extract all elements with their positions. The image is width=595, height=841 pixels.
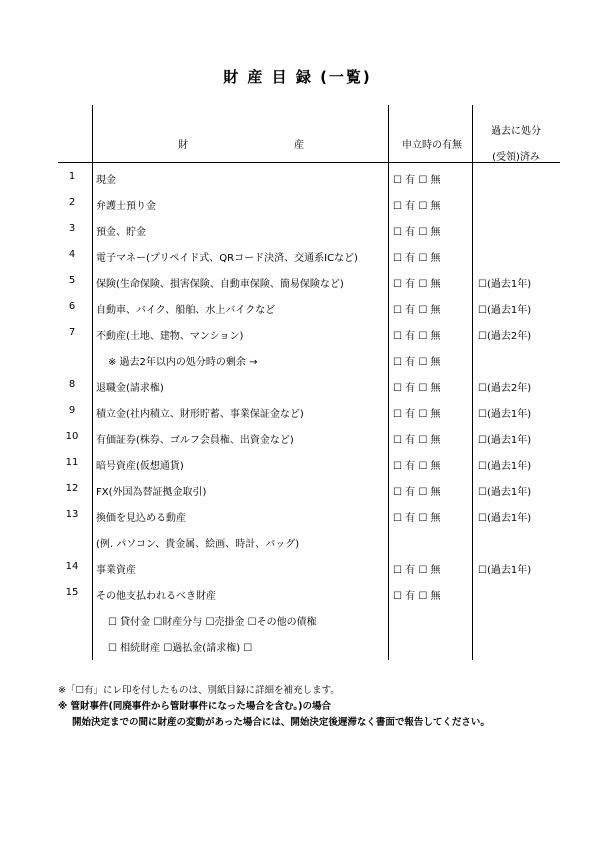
- presence-checkboxes[interactable]: ☐ 有 ☐ 無: [393, 461, 441, 472]
- disposed-checkbox[interactable]: ☐(過去1年): [478, 279, 532, 290]
- row-number: 5: [68, 275, 76, 286]
- row-number: 7: [68, 327, 76, 338]
- footnote-1: ※「☐有」にレ印を付したものは、別紙目録に詳細を補充します。: [58, 685, 340, 696]
- other-claims-options[interactable]: ☐ 相続財産 ☐過払金(請求権) ☐: [108, 643, 253, 654]
- asset-name: 自動車、バイク、船舶、水上バイクなど: [96, 305, 276, 316]
- asset-example: (例. パソコン、貴金属、絵画、時計、バッグ): [96, 539, 300, 550]
- row-number: 12: [65, 483, 79, 494]
- presence-checkboxes[interactable]: ☐ 有 ☐ 無: [393, 513, 441, 524]
- footnote-3: 開始決定までの間に財産の変動があった場合には、開始決定後遅滞なく書面で報告してください。: [72, 717, 490, 728]
- table-row: [58, 197, 560, 223]
- row-number: 3: [68, 223, 76, 234]
- asset-name: FX(外国為替証拠金取引): [96, 487, 207, 498]
- table-row: [58, 327, 560, 353]
- presence-checkboxes[interactable]: ☐ 有 ☐ 無: [393, 409, 441, 420]
- presence-checkboxes[interactable]: ☐ 有 ☐ 無: [393, 565, 441, 576]
- row-number: 1: [68, 171, 76, 182]
- other-claims-options[interactable]: ☐ 貸付金 ☐財産分与 ☐売掛金 ☐その他の債権: [108, 617, 317, 628]
- presence-checkboxes[interactable]: ☐ 有 ☐ 無: [393, 253, 441, 264]
- presence-checkboxes[interactable]: ☐ 有 ☐ 無: [393, 591, 441, 602]
- presence-checkboxes[interactable]: ☐ 有 ☐ 無: [393, 227, 441, 238]
- table-row: [58, 457, 560, 483]
- footnotes: [58, 683, 490, 731]
- table-row: [58, 561, 560, 587]
- row-number: 9: [68, 405, 76, 416]
- table-row: [58, 483, 560, 509]
- asset-name: 不動産(土地、建物、マンション): [96, 331, 244, 342]
- asset-name: 電子マネー(プリペイド式、QRコード決済、交通系ICなど): [96, 253, 358, 264]
- asset-name: 事業資産: [96, 565, 136, 576]
- presence-checkboxes[interactable]: ☐ 有 ☐ 無: [393, 279, 441, 290]
- row-number: 2: [68, 197, 76, 208]
- table-row: [58, 223, 560, 249]
- disposed-checkbox[interactable]: ☐(過去1年): [478, 305, 532, 316]
- table-row: [58, 379, 560, 405]
- table-row: [58, 301, 560, 327]
- row-number: 8: [68, 379, 76, 390]
- header-presence: 申立時の有無: [402, 140, 462, 151]
- surplus-note: ※ 過去2年以内の処分時の剰余 →: [108, 357, 258, 368]
- asset-name: その他支払われるべき財産: [96, 591, 216, 602]
- table-row: [58, 509, 560, 535]
- asset-name: 有価証券(株券、ゴルフ会員権、出資金など): [96, 435, 294, 446]
- table-row: [58, 613, 560, 639]
- asset-name: 預金、貯金: [96, 227, 146, 238]
- presence-checkboxes[interactable]: ☐ 有 ☐ 無: [393, 305, 441, 316]
- row-number: 6: [68, 301, 76, 312]
- header-assets-2: 産: [294, 140, 304, 151]
- row-number: 13: [65, 509, 79, 520]
- header-assets-1: 財: [178, 140, 188, 151]
- table-row: [58, 353, 560, 379]
- presence-checkboxes[interactable]: ☐ 有 ☐ 無: [393, 383, 441, 394]
- asset-name: 退職金(請求権): [96, 383, 164, 394]
- header-disposed-1: 過去に処分: [491, 126, 541, 137]
- table-row: [58, 405, 560, 431]
- header-disposed-2: (受領)済み: [492, 152, 540, 163]
- disposed-checkbox[interactable]: ☐(過去1年): [478, 565, 532, 576]
- row-number: 11: [65, 457, 79, 468]
- asset-name: 保険(生命保険、損害保険、自動車保険、簡易保険など): [96, 279, 344, 290]
- row-number: 15: [65, 587, 79, 598]
- disposed-checkbox[interactable]: ☐(過去2年): [478, 331, 532, 342]
- table-row: [58, 249, 560, 275]
- asset-name: 弁護士預り金: [96, 201, 156, 212]
- disposed-checkbox[interactable]: ☐(過去1年): [478, 409, 532, 420]
- table-row: [58, 639, 560, 665]
- presence-checkboxes[interactable]: ☐ 有 ☐ 無: [393, 331, 441, 342]
- disposed-checkbox[interactable]: ☐(過去1年): [478, 461, 532, 472]
- disposed-checkbox[interactable]: ☐(過去1年): [478, 487, 532, 498]
- row-number: 10: [65, 431, 79, 442]
- presence-checkboxes[interactable]: ☐ 有 ☐ 無: [393, 201, 441, 212]
- asset-inventory-table: [58, 105, 560, 660]
- table-row: [58, 535, 560, 561]
- presence-checkboxes[interactable]: ☐ 有 ☐ 無: [393, 487, 441, 498]
- disposed-checkbox[interactable]: ☐(過去1年): [478, 513, 532, 524]
- asset-name: 換価を見込める動産: [96, 513, 186, 524]
- asset-name: 現金: [96, 175, 116, 186]
- presence-checkboxes[interactable]: ☐ 有 ☐ 無: [393, 357, 441, 368]
- disposed-checkbox[interactable]: ☐(過去2年): [478, 383, 532, 394]
- row-number: 14: [65, 561, 79, 572]
- table-row: [58, 431, 560, 457]
- presence-checkboxes[interactable]: ☐ 有 ☐ 無: [393, 175, 441, 186]
- asset-name: 積立金(社内積立、財形貯蓄、事業保証金など): [96, 409, 304, 420]
- footnote-2: ※ 管財事件(同廃事件から管財事件になった場合を含む。)の場合: [58, 701, 331, 712]
- table-row: [58, 171, 560, 197]
- asset-name: 暗号資産(仮想通貨): [96, 461, 184, 472]
- table-row: [58, 587, 560, 613]
- table-row: [58, 275, 560, 301]
- disposed-checkbox[interactable]: ☐(過去1年): [478, 435, 532, 446]
- presence-checkboxes[interactable]: ☐ 有 ☐ 無: [393, 435, 441, 446]
- row-number: 4: [68, 249, 76, 260]
- page-title: 財 産 目 録 (一覧): [223, 68, 372, 86]
